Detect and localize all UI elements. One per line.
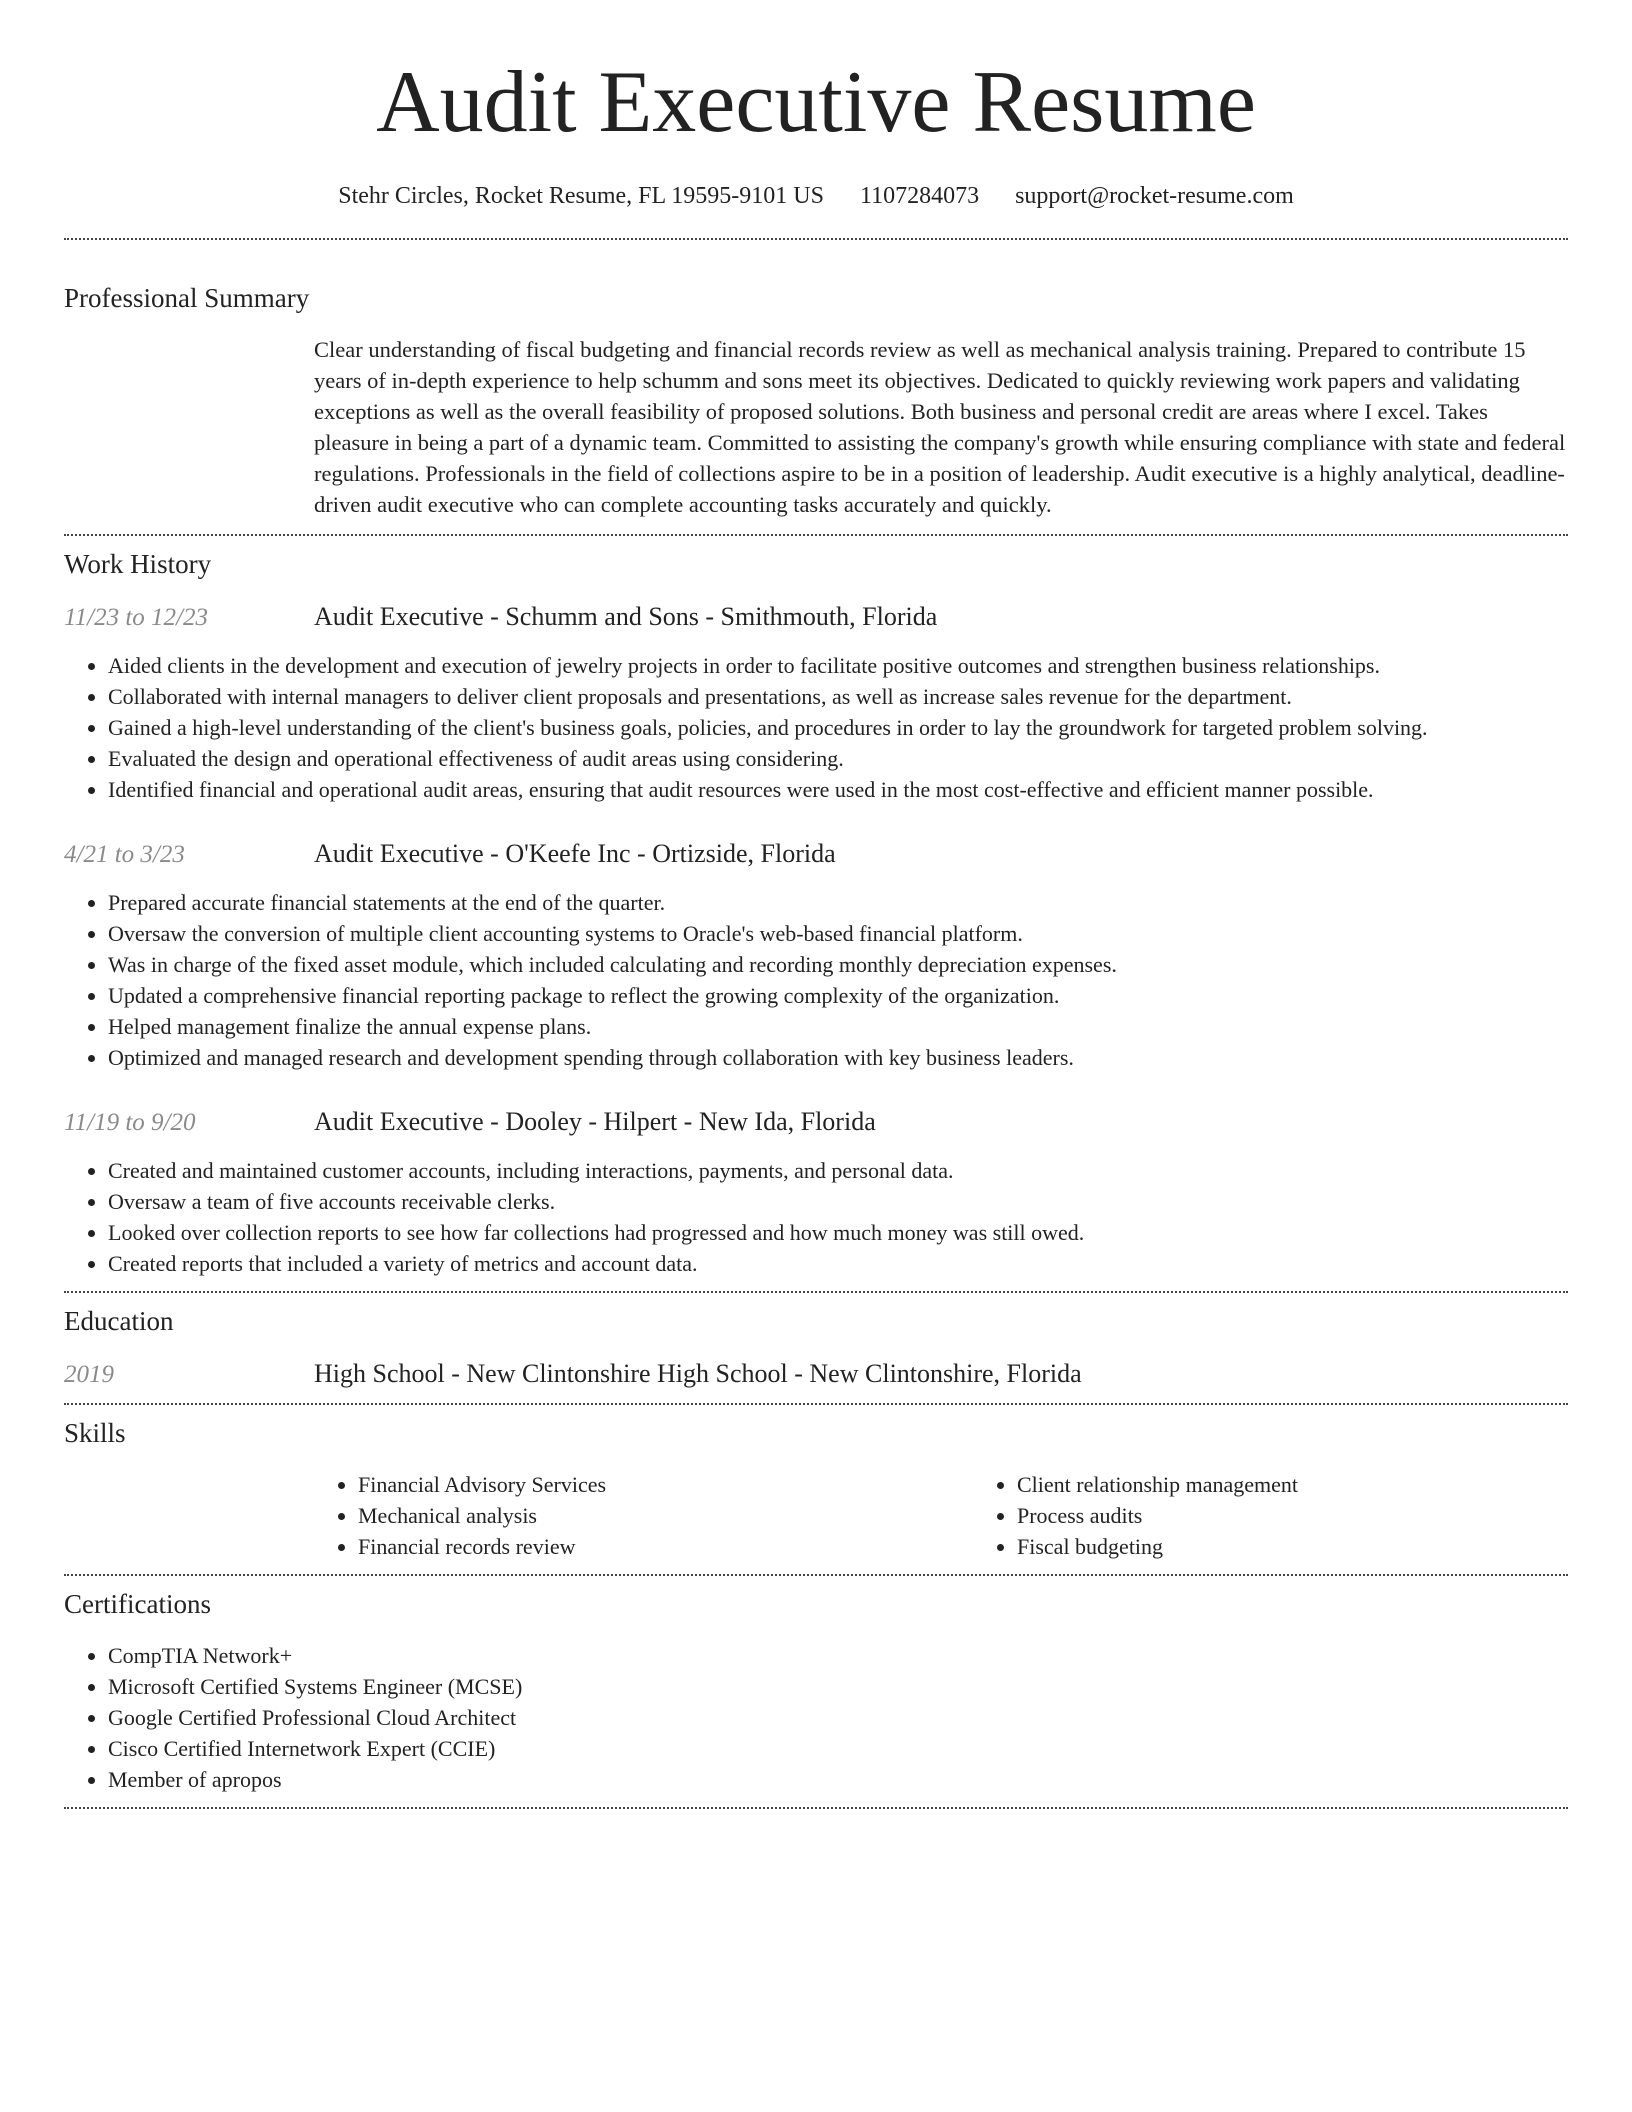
job-bullets [64,1155,1568,1279]
section-title-skills: Skills [64,1418,126,1448]
skills-list-right [973,1469,1632,1562]
section-divider [64,1807,1568,1809]
job-title: Audit Executive - O'Keefe Inc - Ortizside, Florida [314,839,836,868]
list-item: • Client relationship management [1017,1469,1632,1500]
skills-grid [314,1469,1568,1562]
list-item: • Oversaw a team of five accounts receivable clerks. [108,1186,1568,1217]
list-item: • Member of apropos [108,1764,1568,1795]
contact-address: Stehr Circles, Rocket Resume, FL 19595-9101 US [338,183,824,209]
list-item: • Optimized and managed research and development spending through collaboration with key business leaders. [108,1042,1568,1073]
list-item: • Looked over collection reports to see how far collections had progressed and how much money was still owed. [108,1217,1568,1248]
list-item: • Created and maintained customer accounts, including interactions, payments, and personal data. [108,1155,1568,1186]
list-item: • Google Certified Professional Cloud Architect [108,1702,1568,1733]
job-date: 4/21 to 3/23 [64,841,185,868]
list-item: • Cisco Certified Internetwork Expert (CCIE) [108,1733,1568,1764]
education-degree: High School - New Clintonshire High School - New Clintonshire, Florida [314,1359,1082,1388]
job-bullets [64,650,1568,805]
education-entry [64,1359,1568,1389]
section-divider [64,238,1568,240]
section-title-education: Education [64,1306,174,1336]
job-date: 11/19 to 9/20 [64,1109,196,1136]
section-divider [64,1291,1568,1293]
job-title: Audit Executive - Dooley - Hilpert - New Ida, Florida [314,1107,876,1136]
job-bullets [64,887,1568,1073]
job-title: Audit Executive - Schumm and Sons - Smithmouth, Florida [314,602,938,631]
contact-email: support@rocket-resume.com [1015,183,1294,209]
job-entry [64,1107,1568,1279]
certifications-list [64,1640,1568,1795]
job-entry [64,839,1568,1073]
section-title-certifications: Certifications [64,1589,211,1619]
skills-list-left [314,1469,973,1562]
list-item: • Microsoft Certified Systems Engineer (MCSE) [108,1671,1568,1702]
contact-line [64,178,1568,214]
section-title-work-history: Work History [64,549,212,579]
contact-phone: 1107284073 [859,183,980,209]
list-item: • Gained a high-level understanding of the client's business goals, policies, and procedures in order to lay the groundwork for targeted problem solving. [108,712,1568,743]
list-item: • Process audits [1017,1500,1632,1531]
list-item: • Financial records review [358,1531,973,1562]
list-item: • Helped management finalize the annual expense plans. [108,1011,1568,1042]
summary-text: Clear understanding of fiscal budgeting and financial records review as well as mechanical analysis training. Prepared to contribute 15 years of in-depth experience to help schumm and sons meet its objectives. Dedicated to quickly reviewing work papers and validating exceptions as well as the overall feasibility of proposed solutions. Both business and personal credit are areas where I excel. Takes pleasure in being a part of a dynamic team. Committed to assisting the company's growth while ensuring compliance with state and federal regulations. Professionals in the field of collections aspire to be in a position of leadership. Audit executive is a highly analytical, deadline-driven audit executive who can complete accounting tasks accurately and quickly. [314,337,1566,517]
job-date: 11/23 to 12/23 [64,604,208,631]
list-item: • Fiscal budgeting [1017,1531,1632,1562]
list-item: • CompTIA Network+ [108,1640,1568,1671]
education-date: 2019 [64,1361,114,1388]
list-item: • Collaborated with internal managers to deliver client proposals and presentations, as well as increase sales revenue for the department. [108,681,1568,712]
section-divider [64,1574,1568,1576]
list-item: • Was in charge of the fixed asset module, which included calculating and recording monthly depreciation expenses. [108,949,1568,980]
list-item: • Oversaw the conversion of multiple client accounting systems to Oracle's web-based financial platform. [108,918,1568,949]
list-item: • Created reports that included a variety of metrics and account data. [108,1248,1568,1279]
list-item: • Mechanical analysis [358,1500,973,1531]
list-item: • Financial Advisory Services [358,1469,973,1500]
section-divider [64,534,1568,536]
resume-title: Audit Executive Resume [376,54,1256,151]
section-title-summary: Professional Summary [64,283,310,313]
list-item: • Aided clients in the development and execution of jewelry projects in order to facilitate positive outcomes and strengthen business relationships. [108,650,1568,681]
list-item: • Prepared accurate financial statements at the end of the quarter. [108,887,1568,918]
section-divider [64,1403,1568,1405]
job-entry [64,602,1568,805]
list-item: • Evaluated the design and operational effectiveness of audit areas using considering. [108,743,1568,774]
list-item: • Updated a comprehensive financial reporting package to reflect the growing complexity of the organization. [108,980,1568,1011]
list-item: • Identified financial and operational audit areas, ensuring that audit resources were used in the most cost-effective and efficient manner possible. [108,774,1568,805]
